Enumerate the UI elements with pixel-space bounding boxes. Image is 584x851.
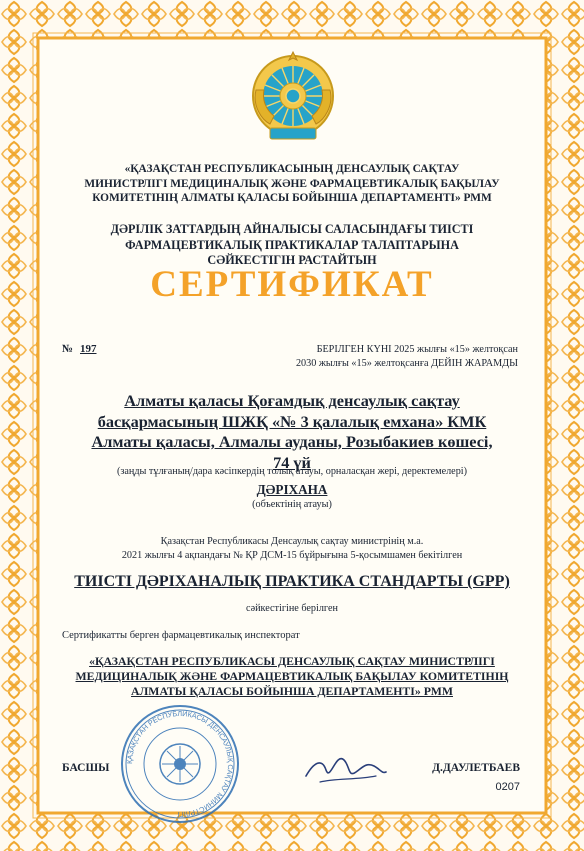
basis-line-1: Қазақстан Республикасы Денсаулық сақтау министрінің м.а. xyxy=(160,536,424,547)
dept-line-1: «ҚАЗАҚСТАН РЕСПУБЛИКАСЫНЫҢ ДЕНСАУЛЫҚ САҚТАУ xyxy=(124,163,460,175)
inspectorate-label: Сертификатты берген фармацевтикалық инспекторат xyxy=(62,630,300,641)
object-note: (объектінің атауы) xyxy=(252,499,332,510)
certificate-subtitle xyxy=(40,222,544,269)
organization-note: (заңды тұлғаның/дара кәсіпкердің толық атауы, орналасқан жері, деректемелері) xyxy=(116,466,468,477)
standard-name: ТИІСТІ ДӘРІХАНАЛЫҚ ПРАКТИКА СТАНДАРТЫ (GPP) xyxy=(74,573,510,590)
organization-block xyxy=(40,391,544,473)
issuer-line-2: МЕДИЦИНАЛЫҚ ЖӘНЕ ФАРМАЦЕВТИКАЛЫҚ БАҚЫЛАУ КОМИТЕТІНІҢ xyxy=(75,669,509,683)
head-name: Д.ДАУЛЕТБАЕВ xyxy=(432,762,520,774)
certificate-title: СЕРТИФИКАТ xyxy=(150,264,434,305)
head-label: БАСШЫ xyxy=(62,762,110,774)
org-line-2: басқармасының ШЖҚ «№ 3 қалалық емхана» КМК xyxy=(97,411,487,431)
valid-until-date: 2030 жылғы «15» желтоқсанға ДЕЙІН ЖАРАМДЫ xyxy=(295,358,518,369)
certificate-number: 197 xyxy=(80,343,97,355)
handwritten-signature-icon xyxy=(300,742,390,792)
issuer-line-1: «ҚАЗАҚСТАН РЕСПУБЛИКАСЫ ДЕНСАУЛЫҚ САҚТАУ МИНИСТРЛІГІ xyxy=(89,654,495,668)
issue-date: БЕРІЛГЕН КҮНІ 2025 жылғы «15» желтоқсан xyxy=(316,344,518,355)
official-round-stamp-icon xyxy=(118,702,242,826)
org-line-4: 74 үй xyxy=(273,452,311,472)
org-line-1: Алматы қаласы Қоғамдық денсаулық сақтау xyxy=(124,391,460,410)
org-line-3: Алматы қаласы, Алмалы ауданы, Розыбакиев көшесі, xyxy=(91,432,493,451)
object-type: ДӘРІХАНА xyxy=(256,482,328,497)
subtitle-line-3: СӘЙКЕСТІГІН РАСТАЙТЫН xyxy=(207,253,377,267)
dept-line-3: КОМИТЕТІНІҢ АЛМАТЫ ҚАЛАСЫ БОЙЫНША ДЕПАРТАМЕНТІ» РММ xyxy=(92,192,492,204)
conformity-text: сәйкестігіне берілген xyxy=(246,603,338,614)
issuer-line-3: АЛМАТЫ ҚАЛАСЫ БОЙЫНША ДЕПАРТАМЕНТІ» РММ xyxy=(131,684,453,698)
basis-line-2: 2021 жылғы 4 ақпандағы № ҚР ДСМ-15 бұйрығына 5-қосымшамен бекітілген xyxy=(121,549,463,561)
validity-block xyxy=(296,343,518,371)
stamp-text: ҚАЗАҚСТАН РЕСПУБЛИКАСЫ ДЕНСАУЛЫҚ САҚТАУ МИНИСТРЛІГІ xyxy=(124,708,236,820)
department-header xyxy=(40,162,544,206)
dept-line-2: МИНИСТРЛІГІ МЕДИЦИНАЛЫҚ ЖӘНЕ ФАРМАЦЕВТИКАЛЫҚ БАҚЫЛАУ xyxy=(84,177,500,190)
issuer-block xyxy=(40,654,544,699)
subtitle-line-2: ФАРМАЦЕВТИКАЛЫҚ ПРАКТИКАЛАР ТАЛАПТАРЫНА xyxy=(125,237,459,252)
subtitle-line-1: ДӘРІЛІК ЗАТТАРДЫҢ АЙНАЛЫСЫ САЛАСЫНДАҒЫ ТИІСТІ xyxy=(110,222,474,236)
legal-basis xyxy=(40,535,544,562)
serial-number: 0207 xyxy=(495,781,520,793)
certificate-number-label: № xyxy=(62,343,74,355)
